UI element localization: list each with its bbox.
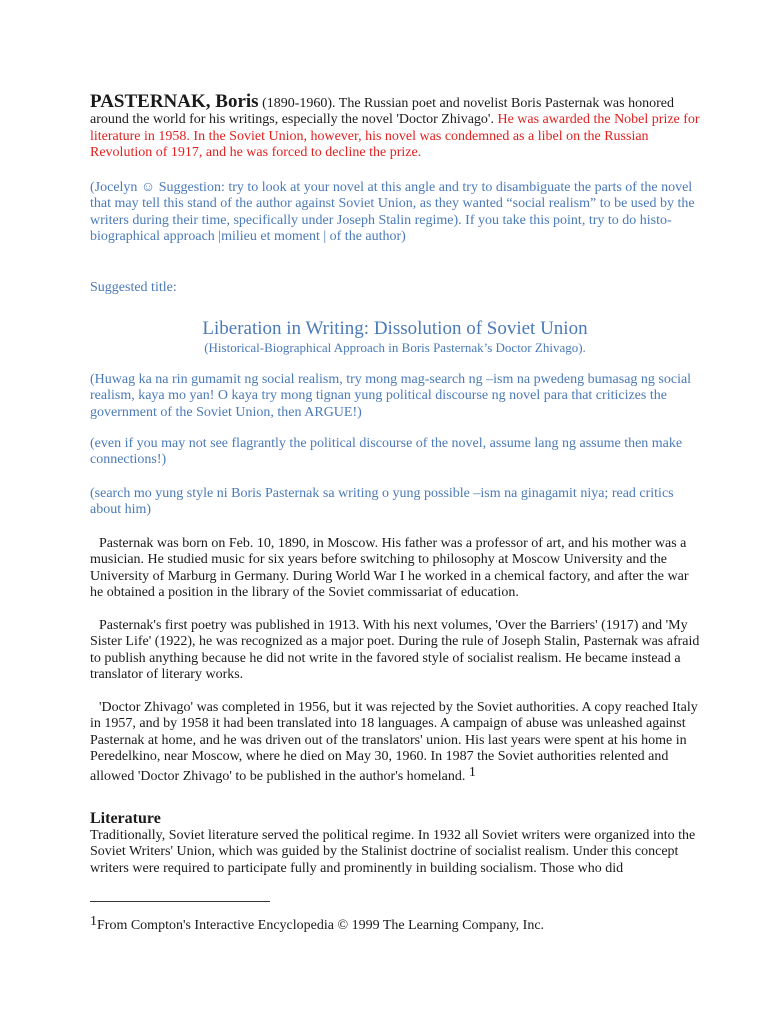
body-paragraph-3 bbox=[90, 700, 700, 785]
literature-heading: Literature bbox=[90, 810, 161, 827]
footnote-divider bbox=[90, 901, 270, 902]
body-paragraph-3-text: 'Doctor Zhivago' was completed in 1956, but it was rejected by the Soviet authorities. A copy reached Italy in 1957, and by 1958 it had been translated into 18 languages. A campaign of abuse was unleashed against Pasternak at home, and he was driven out of the translators' union. His last years were spent at his home in Peredelkino, near Moscow, where he died on May 30, 1960. In 1987 the Soviet authorities relented and allowed 'Doctor Zhivago' to be published in the author's homeland. bbox=[90, 700, 698, 785]
footnote-mark: 1 bbox=[90, 914, 97, 929]
body-paragraph-1: Pasternak was born on Feb. 10, 1890, in Moscow. His father was a professor of art, and his mother was a musician. He studied music for six years before switching to philosophy at Moscow University and the University of Marburg in Germany. During World War I he worked in a chemical factory, and after the war he obtained a position in the library of the Soviet commissariat of education. bbox=[90, 536, 689, 600]
suggested-title-label: Suggested title: bbox=[90, 280, 177, 295]
footnote bbox=[90, 914, 544, 934]
footnote-text: From Compton's Interactive Encyclopedia © 1999 The Learning Company, Inc. bbox=[97, 918, 545, 933]
suggested-title bbox=[90, 318, 700, 355]
note-1: (Huwag ka na rin gumamit ng social realism, try mong mag-search ng –ism na pwedeng bumasag ng social realism, kaya mo yan! O kaya try mong tignan yung political discourse ng novel para that criticizes the government of the Soviet Union, then ARGUE!) bbox=[90, 372, 692, 420]
body-paragraph-2: Pasternak's first poetry was published in 1913. With his next volumes, 'Over the Barriers' (1917) and 'My Sister Life' (1922), he was recognized as a major poet. During the rule of Joseph Stalin, Pasternak was afraid to publish anything because he did not write in the favored style of socialist realism. He became instead a translator of literary works. bbox=[90, 618, 700, 682]
footnote-reference: 1 bbox=[468, 765, 476, 781]
author-name: PASTERNAK, Boris bbox=[90, 91, 259, 112]
title-sub: (Historical-Biographical Approach in Boris Pasternak’s Doctor Zhivago). bbox=[204, 340, 586, 355]
intro-text: (1890-1960). The Russian poet and novelist Boris Pasternak was honored around the world for his writings, especially the novel 'Doctor Zhivago'. bbox=[90, 96, 674, 128]
note-2: (even if you may not see flagrantly the political discourse of the novel, assume lang ng assume then make connections!) bbox=[90, 436, 683, 468]
literature-section bbox=[90, 810, 700, 877]
intro-paragraph bbox=[90, 91, 700, 161]
suggestion-note: (Jocelyn ☺ Suggestion: try to look at your novel at this angle and try to disambiguate the parts of the novel that may tell this stand of the author against Soviet Union, as they wanted “social realism” to be used by the writers during their time, specifically under Joseph Stalin regime). If you take this point, try to do histo-biographical approach |milieu et moment | of the author) bbox=[90, 180, 695, 244]
note-3: (search mo yung style ni Boris Pasternak sa writing o yung possible –ism na ginagamit niya; read critics about him) bbox=[90, 486, 674, 518]
literature-text: Traditionally, Soviet literature served the political regime. In 1932 all Soviet writers were organized into the Soviet Writers' Union, which was guided by the Stalinist doctrine of socialist realism. Under this concept writers were required to participate fully and prominently in building socialism. Those who did bbox=[90, 828, 696, 876]
nobel-text: He was awarded the Nobel prize for literature in 1958. In the Soviet Union, however, his novel was condemned as a libel on the Russian Revolution of 1917, and he was forced to decline the prize. bbox=[90, 112, 700, 160]
title-main: Liberation in Writing: Dissolution of Soviet Union bbox=[202, 318, 588, 339]
